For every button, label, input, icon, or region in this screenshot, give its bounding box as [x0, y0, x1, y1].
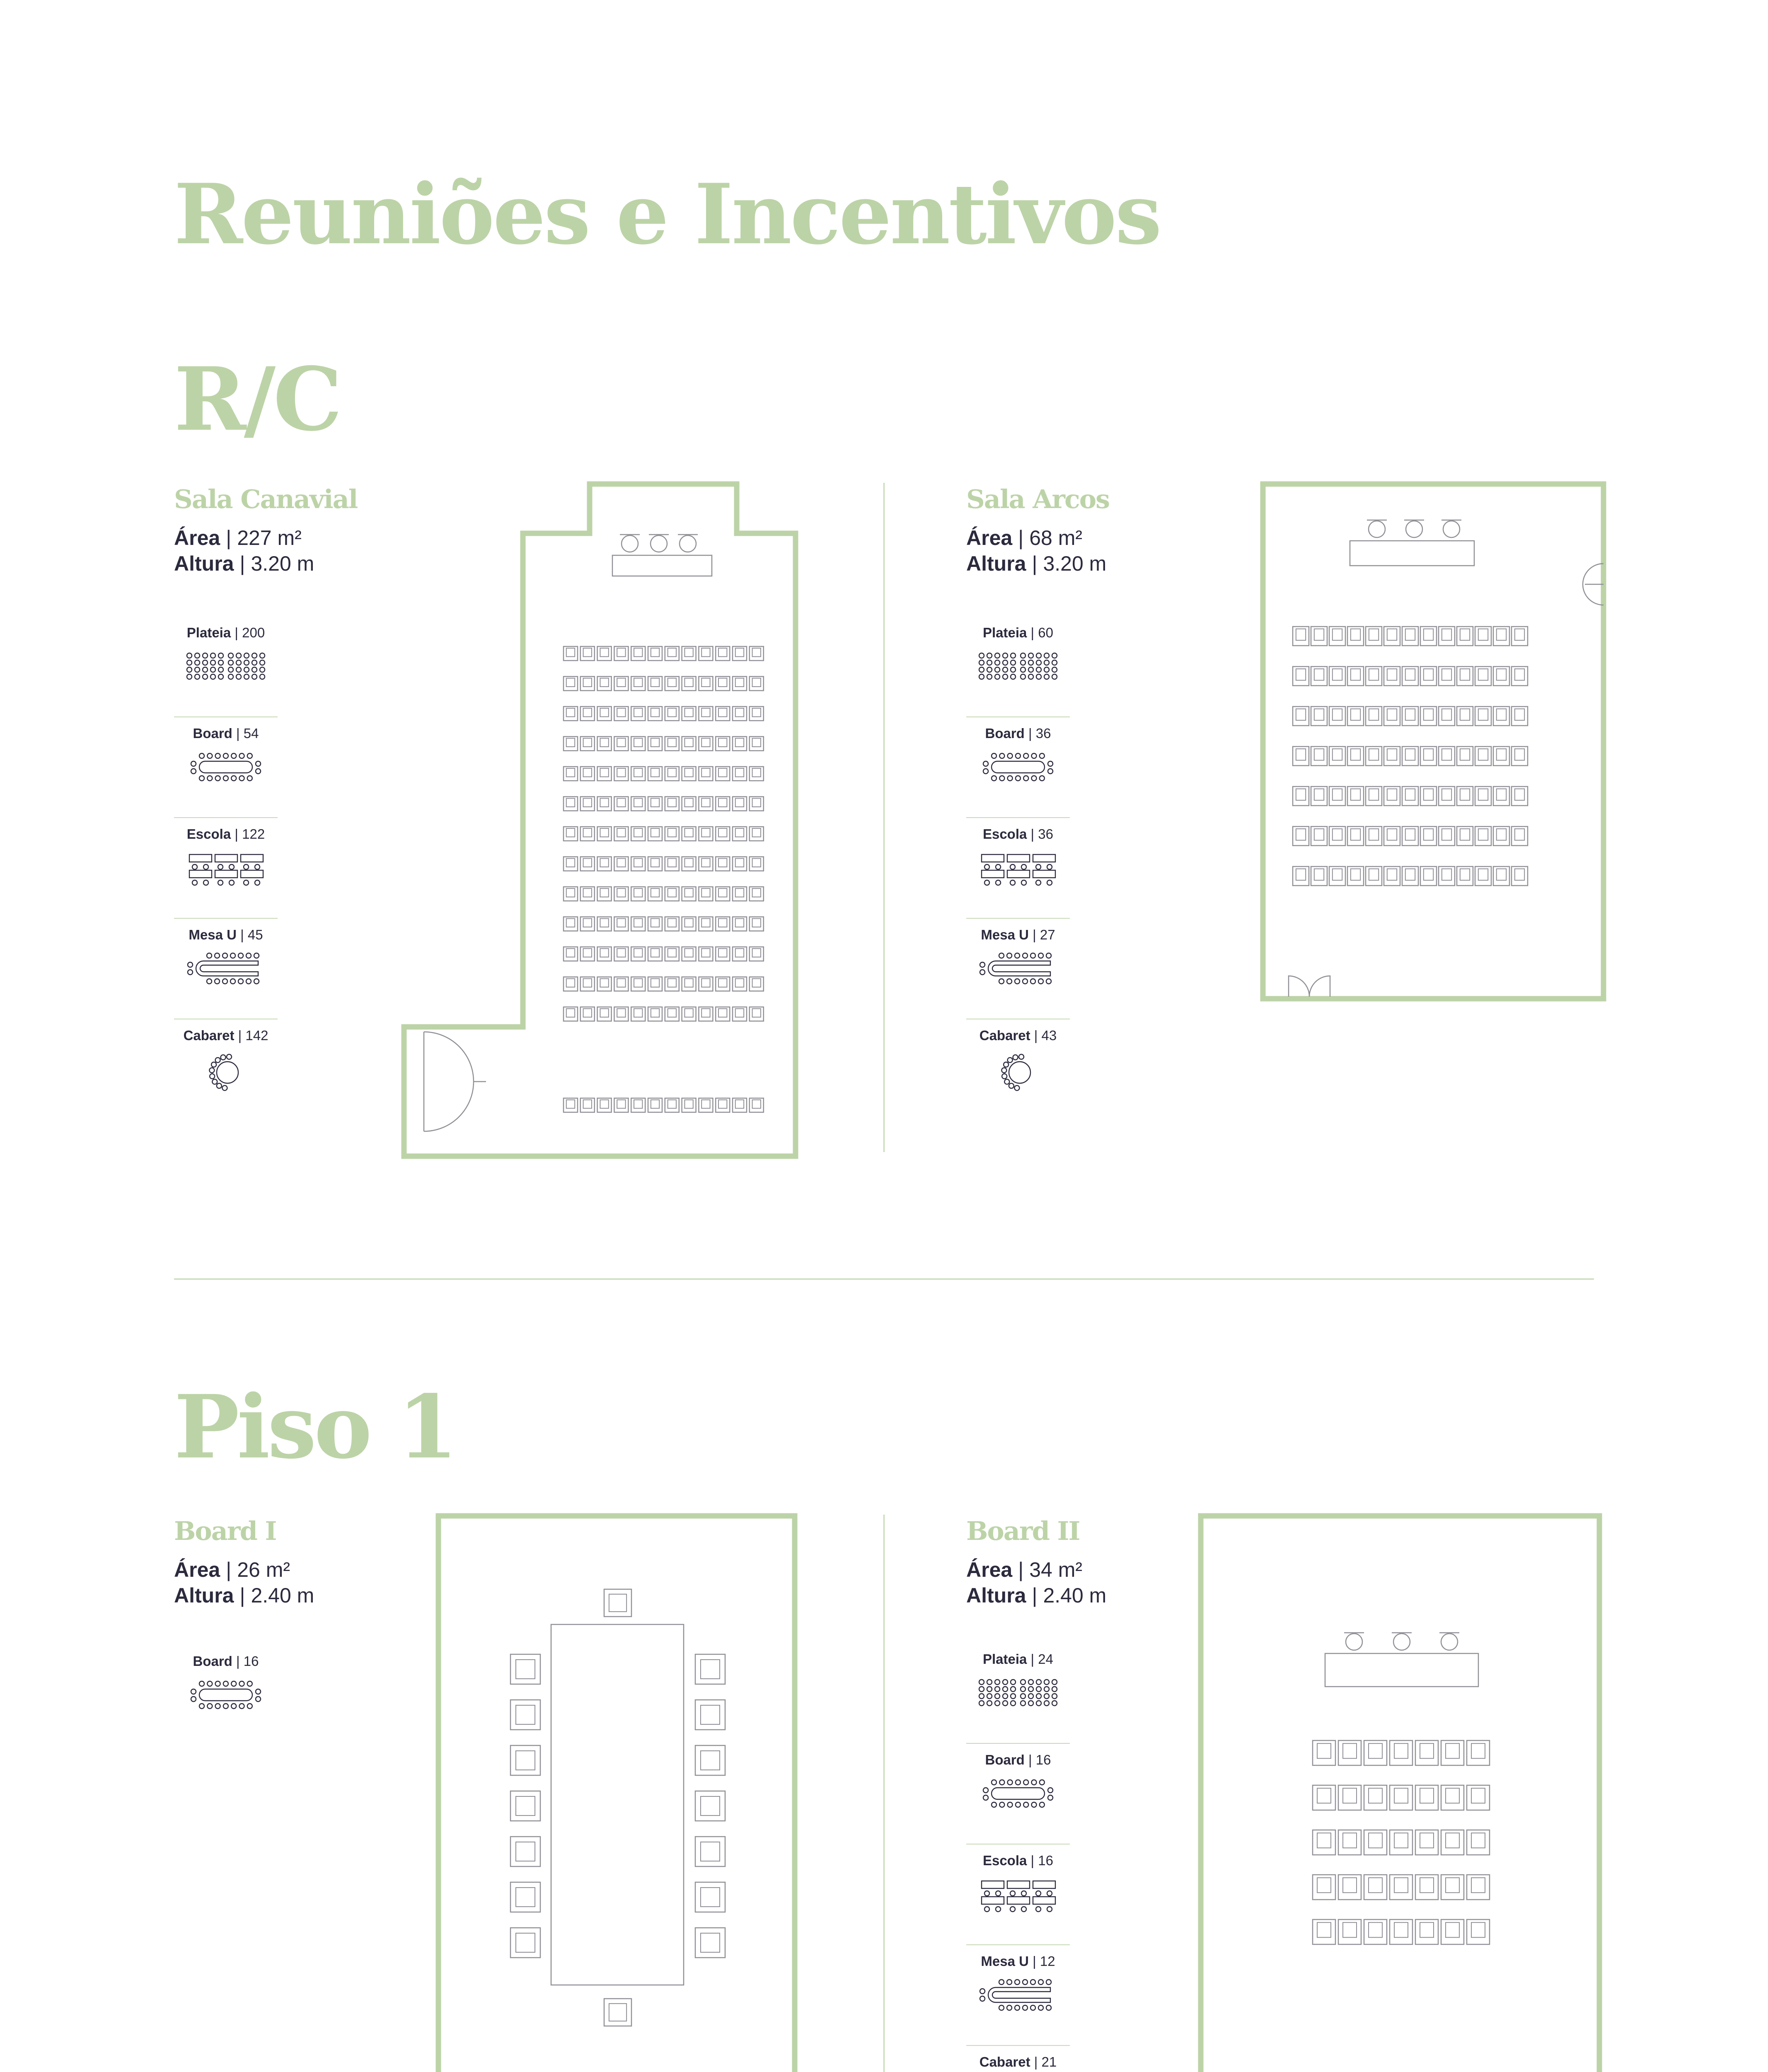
separator: |	[232, 1653, 244, 1669]
board-table	[551, 1624, 684, 1985]
room-name: Board II	[966, 1516, 1080, 1546]
layout-list-board-ii	[966, 1651, 1070, 2072]
chair	[510, 1700, 540, 1730]
layout-capacity: 16	[1035, 1752, 1051, 1767]
seat-row	[564, 707, 764, 721]
chair	[604, 1589, 631, 1617]
chair	[695, 1654, 725, 1684]
layout-option	[966, 726, 1070, 826]
room-wall	[438, 1516, 795, 2072]
separator: |	[1024, 1752, 1036, 1767]
chair	[695, 1928, 725, 1958]
seat-row	[1293, 827, 1528, 846]
layout-type: Mesa U	[981, 927, 1029, 942]
chair	[695, 1700, 725, 1730]
seat-row	[564, 977, 764, 991]
speaker-seat	[680, 535, 696, 552]
seat-row	[564, 646, 764, 661]
layout-type: Escola	[186, 826, 231, 842]
mesa-u-icon	[174, 952, 278, 985]
mesa-u-icon	[966, 952, 1070, 985]
separator: |	[231, 826, 242, 842]
layout-type: Plateia	[186, 625, 231, 640]
separator: |	[1027, 1651, 1038, 1667]
seat-row	[1293, 667, 1528, 686]
chair	[695, 1882, 725, 1912]
room-wall	[1263, 484, 1604, 999]
layout-type: Escola	[982, 826, 1027, 842]
room-name: Board I	[174, 1516, 276, 1546]
area-value: 68 m²	[1029, 526, 1082, 549]
seat-row	[564, 737, 764, 751]
escola-icon	[174, 851, 278, 884]
layout-divider	[966, 817, 1070, 818]
height-label: Altura	[966, 552, 1026, 575]
layout-capacity: 43	[1041, 1028, 1057, 1043]
layout-capacity: 122	[242, 826, 265, 842]
seat-row	[1313, 1785, 1490, 1810]
room-height: Altura | 3.20 m	[174, 552, 314, 575]
seat-row	[1313, 1740, 1490, 1765]
floor-plan-sala-arcos	[1260, 481, 1608, 1003]
layout-capacity: 60	[1038, 625, 1054, 640]
layout-label	[966, 625, 1070, 641]
cabaret-icon	[966, 1053, 1070, 1086]
layout-type: Cabaret	[979, 2054, 1030, 2070]
room-name: Sala Canavial	[174, 484, 358, 514]
layout-capacity: 36	[1035, 726, 1051, 741]
layout-option	[174, 726, 278, 826]
mesa-u-icon	[966, 1978, 1070, 2011]
chair	[695, 1791, 725, 1821]
layout-capacity: 36	[1038, 826, 1054, 842]
layout-type: Cabaret	[183, 1028, 235, 1043]
height-label: Altura	[966, 1584, 1026, 1607]
floor-plan-sala-canavial	[398, 481, 804, 1160]
layout-label	[966, 1953, 1070, 1969]
layout-type: Mesa U	[981, 1953, 1029, 1969]
layout-type: Escola	[982, 1853, 1027, 1868]
layout-type: Plateia	[982, 625, 1027, 640]
room-name: Sala Arcos	[966, 484, 1110, 514]
seat-row	[1293, 627, 1528, 646]
separator: |	[1027, 1853, 1038, 1868]
area-label: Área	[966, 526, 1013, 549]
room-info-sala-arcos	[966, 484, 1109, 576]
layout-type: Board	[985, 726, 1025, 741]
door-icon	[1289, 976, 1330, 997]
separator: |	[232, 726, 244, 741]
section-title-piso-1: Piso 1	[174, 1376, 456, 1478]
layout-type: Board	[985, 1752, 1025, 1767]
layout-capacity: 142	[245, 1028, 268, 1043]
section-title-rc: R/C	[174, 348, 340, 450]
speaker-seat	[651, 535, 667, 552]
chair	[695, 1745, 725, 1775]
layout-option	[966, 826, 1070, 927]
room-info-sala-canavial	[174, 484, 357, 576]
board-icon	[174, 750, 278, 784]
room-wall	[404, 484, 796, 1156]
stage-table	[1325, 1653, 1478, 1687]
layout-option	[174, 1653, 278, 1699]
layout-capacity: 45	[247, 927, 263, 942]
height-value: 3.20 m	[251, 552, 314, 575]
height-value: 3.20 m	[1043, 552, 1107, 575]
layout-type: Mesa U	[189, 927, 237, 942]
layout-capacity: 16	[243, 1653, 259, 1669]
board-icon	[966, 750, 1070, 784]
section-divider	[174, 1278, 1594, 1280]
layout-option	[966, 1853, 1070, 1953]
layout-capacity: 54	[243, 726, 259, 741]
layout-label	[966, 1028, 1070, 1043]
separator: |	[1030, 2054, 1042, 2070]
speaker-seat	[1393, 1634, 1410, 1650]
room-height: Altura | 3.20 m	[966, 552, 1107, 575]
door-icon	[424, 1032, 486, 1131]
layout-label	[966, 1853, 1070, 1869]
plateia-icon	[174, 650, 278, 683]
layout-option	[966, 2054, 1070, 2072]
height-label: Altura	[174, 1584, 234, 1607]
layout-label	[174, 1028, 278, 1043]
stage-table	[1350, 541, 1474, 566]
seat-row	[564, 1007, 764, 1021]
layout-option	[966, 1028, 1070, 1073]
layout-capacity: 27	[1040, 927, 1055, 942]
layout-option	[966, 1752, 1070, 1853]
layout-label	[966, 826, 1070, 842]
speaker-seat	[1369, 521, 1385, 537]
separator: |	[1027, 625, 1038, 640]
seat-row	[1293, 747, 1528, 766]
seat-row	[564, 797, 764, 811]
area-value: 227 m²	[237, 526, 302, 549]
seat-row	[1313, 1830, 1490, 1855]
speaker-seat	[1441, 1634, 1458, 1650]
separator: |	[234, 1028, 246, 1043]
layout-type: Board	[193, 1653, 232, 1669]
area-value: 34 m²	[1029, 1558, 1082, 1581]
layout-divider	[966, 918, 1070, 919]
cabaret-icon	[174, 1053, 278, 1086]
layout-divider	[966, 1944, 1070, 1945]
chair	[510, 1837, 540, 1866]
layout-capacity: 21	[1041, 2054, 1057, 2070]
layout-label	[174, 1653, 278, 1669]
layout-capacity: 200	[242, 625, 265, 640]
layout-capacity: 16	[1038, 1853, 1054, 1868]
layout-list-board-i	[174, 1653, 278, 1699]
escola-icon	[966, 851, 1070, 884]
plateia-icon	[966, 650, 1070, 683]
layout-label	[966, 1651, 1070, 1667]
chair	[510, 1882, 540, 1912]
chair	[604, 1999, 631, 2026]
layout-capacity: 12	[1040, 1953, 1055, 1969]
room-area: Área | 68 m²	[966, 526, 1082, 549]
speaker-seat	[1346, 1634, 1362, 1650]
door-icon	[1583, 564, 1604, 605]
area-label: Área	[174, 526, 220, 549]
layout-option	[174, 625, 278, 726]
layout-option	[966, 1651, 1070, 1752]
height-value: 2.40 m	[251, 1584, 314, 1607]
chair	[510, 1654, 540, 1684]
floor-plan-board-i	[431, 1508, 804, 2072]
layout-list-sala-arcos	[966, 625, 1070, 1073]
chair	[510, 1745, 540, 1775]
layout-label	[174, 927, 278, 943]
layout-option	[174, 927, 278, 1028]
separator: |	[1028, 927, 1040, 942]
seat-row	[564, 1098, 764, 1112]
speaker-seat	[1443, 521, 1460, 537]
seat-row	[1313, 1875, 1490, 1900]
room-info-board-i	[174, 1516, 314, 1607]
seat-row	[564, 767, 764, 781]
room-area: Área | 227 m²	[174, 526, 302, 549]
seat-row	[1293, 787, 1528, 806]
board-icon	[966, 1777, 1070, 1810]
seat-row	[1293, 707, 1528, 726]
room-area: Área | 26 m²	[174, 1558, 290, 1581]
floor-plan-board-ii	[1193, 1508, 1608, 2072]
layout-label	[966, 726, 1070, 741]
separator: |	[1024, 726, 1036, 741]
chair	[510, 1928, 540, 1958]
layout-divider	[966, 2045, 1070, 2046]
column-divider	[883, 1515, 885, 2072]
layout-list-sala-canavial	[174, 625, 278, 1073]
layout-option	[966, 927, 1070, 1028]
room-area: Área | 34 m²	[966, 1558, 1082, 1581]
height-value: 2.40 m	[1043, 1584, 1107, 1607]
chair	[510, 1791, 540, 1821]
separator: |	[1030, 1028, 1042, 1043]
separator: |	[1028, 1953, 1040, 1969]
layout-label	[966, 927, 1070, 943]
layout-label	[966, 2054, 1070, 2070]
escola-icon	[966, 1878, 1070, 1911]
speaker-seat	[1406, 521, 1422, 537]
layout-capacity: 24	[1038, 1651, 1054, 1667]
seat-row	[564, 887, 764, 901]
height-label: Altura	[174, 552, 234, 575]
chair	[695, 1837, 725, 1866]
column-divider	[883, 483, 885, 1152]
room-wall	[1201, 1516, 1599, 2072]
board-icon	[174, 1678, 278, 1711]
layout-label	[174, 625, 278, 641]
area-label: Área	[966, 1558, 1013, 1581]
layout-divider	[174, 817, 278, 818]
layout-option	[174, 826, 278, 927]
plateia-icon	[966, 1676, 1070, 1709]
layout-divider	[174, 716, 278, 717]
separator: |	[231, 625, 242, 640]
seat-row	[564, 677, 764, 691]
area-value: 26 m²	[237, 1558, 290, 1581]
area-label: Área	[174, 1558, 220, 1581]
layout-label	[174, 826, 278, 842]
layout-divider	[966, 716, 1070, 717]
layout-type: Plateia	[982, 1651, 1027, 1667]
layout-label	[966, 1752, 1070, 1768]
seat-row	[564, 827, 764, 841]
room-height: Altura | 2.40 m	[966, 1584, 1107, 1607]
room-height: Altura | 2.40 m	[174, 1584, 314, 1607]
speaker-seat	[622, 535, 638, 552]
layout-option	[966, 625, 1070, 726]
layout-divider	[966, 1743, 1070, 1744]
seat-row	[564, 857, 764, 871]
seat-row	[1313, 1920, 1490, 1944]
layout-option	[174, 1028, 278, 1073]
stage-table	[612, 555, 712, 576]
room-info-board-ii	[966, 1516, 1106, 1607]
layout-label	[174, 726, 278, 741]
separator: |	[1027, 826, 1038, 842]
separator: |	[236, 927, 248, 942]
layout-type: Cabaret	[979, 1028, 1030, 1043]
seat-row	[1293, 867, 1528, 886]
page-title: Reuniões e Incentivos	[174, 166, 1160, 263]
layout-option	[966, 1953, 1070, 2054]
layout-divider	[174, 918, 278, 919]
seat-row	[564, 947, 764, 961]
layout-type: Board	[193, 726, 232, 741]
seat-row	[564, 917, 764, 931]
